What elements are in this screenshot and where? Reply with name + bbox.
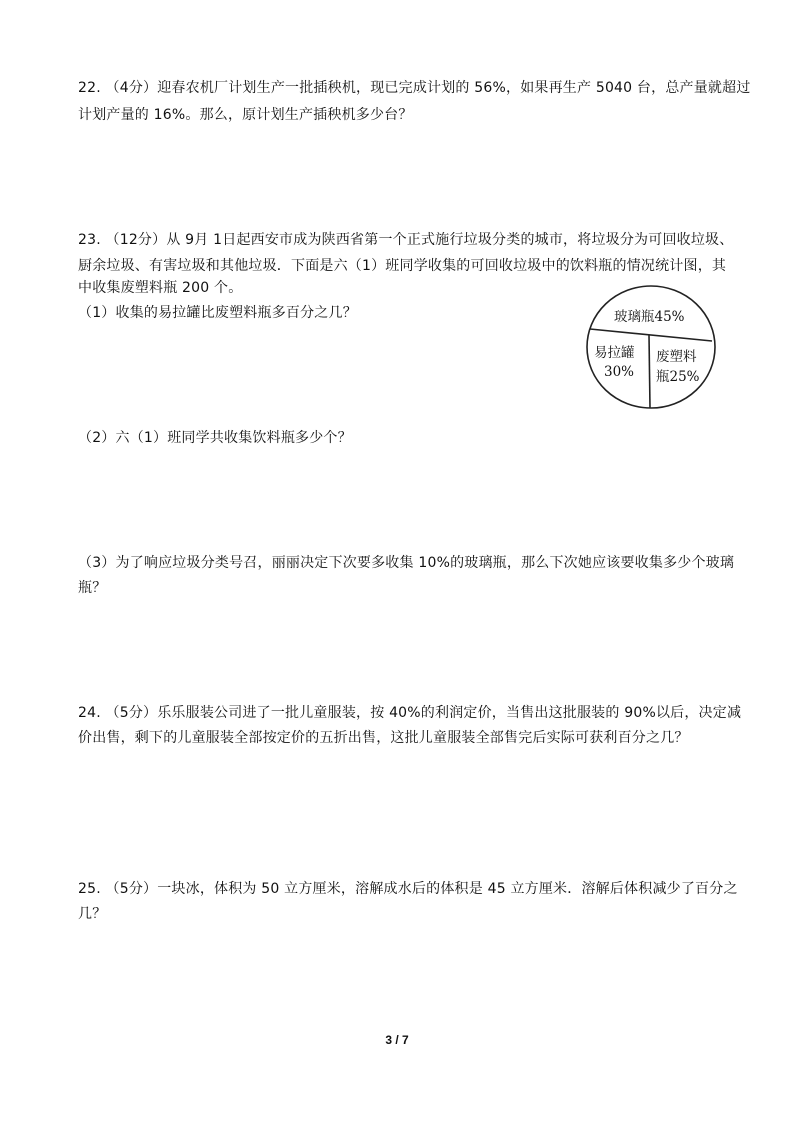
q24-line-1: 24. （5分）乐乐服装公司进了一批儿童服装，按 40%的利润定价，当售出这批服装的 90%以后，决定减 — [78, 705, 742, 721]
pie-label-can-1: 易拉罐 — [594, 345, 635, 361]
q23-sub-1: （1）收集的易拉罐比废塑料瓶多百分之几？ — [78, 305, 357, 321]
q25-line-2: 几？ — [78, 906, 107, 922]
q23-line-2: 厨余垃圾、有害垃圾和其他垃圾．下面是六（1）班同学收集的可回收垃圾中的饮料瓶的情况统计图，其 — [78, 258, 727, 274]
pie-label-can-2: 30% — [604, 364, 635, 380]
q23-sub-3-line-2: 瓶？ — [78, 580, 107, 596]
page-number: 3 / 7 — [385, 1033, 409, 1047]
q23-line-3: 中收集废塑料瓶 200 个。 — [78, 280, 243, 296]
pie-label-plastic-2: 瓶25% — [656, 369, 700, 385]
q24-line-2: 价出售，剩下的儿童服装全部按定价的五折出售，这批儿童服装全部售完后实际可获利百分之几？ — [78, 730, 689, 746]
q25-line-1: 25. （5分）一块冰，体积为 50 立方厘米，溶解成水后的体积是 45 立方厘米．溶解后体积减少了百分之 — [78, 881, 738, 897]
q23-sub-2: （2）六（1）班同学共收集饮料瓶多少个？ — [78, 430, 352, 446]
q22-line-2: 计划产量的 16%。那么，原计划生产插秧机多少台？ — [78, 107, 413, 123]
q23-sub-3-line-1: （3）为了响应垃圾分类号召，丽丽决定下次要多收集 10%的玻璃瓶，那么下次她应该要收集多少个玻璃 — [78, 555, 735, 571]
pie-label-glass: 玻璃瓶45% — [614, 309, 685, 325]
q23-line-1: 23. （12分）从 9月 1日起西安市成为陕西省第一个正式施行垃圾分类的城市，将垃圾分为可回收垃圾、 — [78, 232, 734, 248]
q22-line-1: 22. （4分）迎春农机厂计划生产一批插秧机，现已完成计划的 56%，如果再生产 5040 台，总产量就超过 — [78, 80, 751, 96]
pie-divider-bottom — [649, 335, 650, 408]
pie-label-plastic-1: 废塑料 — [656, 349, 697, 365]
pie-chart-svg — [584, 283, 718, 411]
pie-chart — [584, 283, 718, 411]
